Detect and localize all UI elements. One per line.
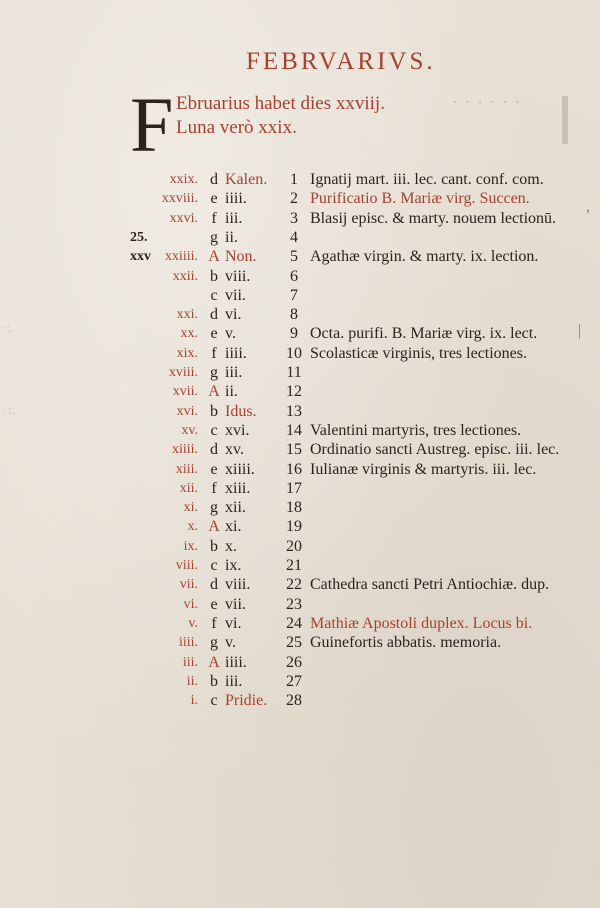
roman-date: xii. [225, 499, 246, 517]
epact-number: 25. [130, 229, 148, 245]
roman-date: vii. [225, 595, 246, 613]
feast-entry: Scolasticæ virginis, tres lectiones. [310, 344, 528, 362]
day-number: 19 [286, 518, 302, 536]
roman-date: ii. [225, 383, 238, 401]
dominical-letter: c [210, 286, 218, 304]
golden-number: xv. [181, 422, 198, 438]
dominical-letter: d [210, 441, 218, 459]
day-number: 16 [286, 460, 302, 478]
roman-date: v. [225, 634, 236, 652]
feast-entry: Valentini martyris, tres lectiones. [310, 421, 522, 439]
golden-number: xix. [176, 345, 198, 361]
golden-number: iii. [182, 654, 198, 670]
dominical-letter: g [210, 364, 218, 381]
calendar-row [0, 653, 600, 673]
roman-date: vii. [225, 286, 246, 304]
dominical-letter: c [210, 692, 218, 710]
month-title: FEBRVARIVS. [246, 48, 436, 75]
feast-entry: Ordinatio sancti Austreg. episc. iii. lec. [310, 441, 560, 459]
calendar-row [0, 209, 600, 229]
calendar-row [0, 286, 600, 306]
calendar-row [0, 691, 600, 711]
roman-date: Idus. [225, 402, 257, 420]
golden-number: xi. [183, 500, 198, 516]
golden-number: v. [188, 615, 198, 631]
day-number: 28 [286, 692, 302, 710]
roman-date: ix. [225, 557, 242, 574]
dominical-letter: A [208, 518, 220, 536]
margin-bleed: ·:. [2, 320, 14, 335]
roman-date: xiiii. [225, 460, 255, 478]
day-number: 17 [286, 479, 302, 497]
golden-number: i. [190, 693, 198, 709]
calendar-row [0, 421, 600, 441]
roman-date: xiii. [225, 479, 251, 497]
calendar-row [0, 267, 600, 287]
golden-number: xvii. [172, 384, 198, 400]
calendar-row [0, 614, 600, 634]
golden-number: ix. [183, 538, 198, 554]
roman-date: xi. [225, 518, 242, 536]
day-number: 1 [290, 171, 298, 188]
day-number: 5 [290, 248, 298, 266]
dominical-letter: c [210, 557, 218, 574]
golden-number: xxviii. [161, 191, 198, 207]
day-number: 21 [286, 557, 302, 574]
roman-date: iiii. [225, 653, 247, 671]
calendar-row [0, 498, 600, 518]
day-number: 20 [286, 537, 302, 555]
golden-number: xxii. [172, 268, 198, 284]
day-number: 25 [286, 634, 302, 652]
dominical-letter: c [210, 421, 218, 439]
day-number: 11 [286, 364, 302, 381]
dominical-letter: g [210, 228, 218, 246]
golden-number: xviii. [168, 365, 198, 380]
roman-date: viii. [225, 267, 251, 285]
margin-bleed: . :. [2, 402, 16, 417]
dominical-letter: b [210, 672, 218, 690]
dominical-letter: f [211, 344, 217, 362]
calendar-row [0, 382, 600, 402]
feast-entry: Agathæ virgin. & marty. ix. lection. [310, 248, 539, 266]
day-number: 9 [290, 325, 298, 343]
day-number: 13 [286, 402, 302, 420]
golden-number: xii. [179, 480, 198, 496]
margin-mark: , [586, 198, 590, 215]
dominical-letter: d [210, 576, 218, 594]
golden-number: xiiii. [171, 442, 198, 458]
dominical-letter: g [210, 499, 218, 517]
calendar-row [0, 440, 600, 460]
golden-number: vii. [179, 577, 198, 593]
calendar-row [0, 170, 600, 190]
dominical-letter: f [211, 209, 217, 227]
roman-date: Pridie. [225, 692, 268, 710]
day-number: 23 [286, 595, 302, 613]
bleed-through-mark [562, 96, 568, 144]
day-number: 8 [290, 306, 298, 324]
month-intro [176, 92, 385, 140]
golden-number: xxi. [176, 307, 198, 323]
golden-number: xxvi. [169, 210, 198, 226]
dominical-letter: g [210, 634, 218, 652]
roman-date: Kalen. [225, 171, 268, 188]
calendar-row [0, 633, 600, 653]
day-number: 24 [286, 614, 302, 632]
day-number: 3 [290, 209, 298, 227]
dominical-letter: A [208, 653, 220, 671]
day-number: 10 [286, 344, 302, 362]
calendar-row [0, 595, 600, 615]
day-number: 22 [286, 576, 302, 594]
roman-date: x. [225, 537, 237, 555]
dominical-letter: e [210, 325, 218, 343]
day-number: 15 [286, 441, 302, 459]
dominical-letter: b [210, 402, 218, 420]
golden-number: xvi. [176, 403, 198, 419]
roman-date: viii. [225, 576, 251, 594]
calendar-row [0, 517, 600, 537]
feast-entry: Iulianæ virginis & martyris. iii. lec. [310, 460, 537, 478]
calendar-row [0, 247, 600, 267]
roman-date: xv. [225, 441, 244, 459]
roman-date: Non. [225, 248, 257, 266]
feast-entry: Mathiæ Apostoli duplex. Locus bi. [310, 614, 533, 632]
feast-entry: Octa. purifi. B. Mariæ virg. ix. lect. [310, 325, 538, 343]
dominical-letter: b [210, 537, 218, 555]
roman-date: iiii. [225, 344, 247, 362]
day-number: 4 [290, 228, 298, 246]
feast-entry: Blasij episc. & marty. nouem lectionū. [310, 209, 557, 227]
dominical-letter: f [211, 479, 217, 497]
dominical-letter: e [210, 190, 218, 208]
roman-date: vi. [225, 614, 242, 632]
golden-number: iiii. [178, 635, 198, 651]
golden-number: xxix. [169, 172, 198, 187]
dominical-letter: A [208, 248, 220, 266]
bleed-through-text: · · · · · · [452, 92, 522, 112]
roman-date: ii. [225, 228, 238, 246]
golden-number: viii. [175, 558, 198, 573]
golden-number: xxiiii. [164, 249, 198, 265]
calendar-row [0, 479, 600, 499]
dominical-letter: A [208, 383, 220, 401]
day-number: 27 [286, 672, 302, 690]
margin-mark: | [578, 322, 582, 339]
dominical-letter: e [210, 460, 218, 478]
calendar-row [0, 556, 600, 576]
day-number: 26 [286, 653, 302, 671]
dominical-letter: d [210, 306, 218, 324]
day-number: 12 [286, 383, 302, 401]
calendar-row [0, 228, 600, 248]
dominical-letter: e [210, 595, 218, 613]
dominical-letter: d [210, 171, 218, 188]
roman-date: iii. [225, 209, 243, 227]
day-number: 2 [290, 190, 298, 208]
dominical-letter: b [210, 267, 218, 285]
calendar-row [0, 575, 600, 595]
golden-number: x. [187, 519, 198, 535]
calendar-row [0, 189, 600, 209]
golden-number: ii. [186, 673, 198, 689]
roman-date: iiii. [225, 190, 247, 208]
feast-entry: Purificatio B. Mariæ virg. Succen. [310, 190, 530, 208]
intro-line-days: Ebruarius habet dies xxviij. [176, 93, 385, 114]
drop-cap-initial: F [130, 81, 174, 168]
day-number: 6 [290, 267, 298, 285]
day-number: 18 [286, 499, 302, 517]
feast-entry: Cathedra sancti Petri Antiochiæ. dup. [310, 576, 550, 594]
calendar-row [0, 537, 600, 557]
golden-number: xx. [180, 326, 198, 342]
epact-number: xxv [130, 249, 151, 265]
day-number: 7 [290, 286, 298, 304]
golden-number: xiii. [175, 461, 198, 477]
roman-date: vi. [225, 306, 242, 324]
calendar-row [0, 344, 600, 364]
dominical-letter: f [211, 614, 217, 632]
calendar-row [0, 460, 600, 480]
roman-date: iii. [225, 672, 243, 690]
day-number: 14 [286, 421, 302, 439]
calendar-row [0, 402, 600, 422]
roman-date: v. [225, 325, 236, 343]
roman-date: xvi. [225, 421, 250, 439]
feast-entry: Ignatij mart. iii. lec. cant. conf. com. [310, 171, 544, 188]
calendar-row [0, 305, 600, 325]
calendar-row [0, 363, 600, 383]
calendar-row [0, 672, 600, 692]
golden-number: vi. [183, 596, 198, 612]
feast-entry: Guinefortis abbatis. memoria. [310, 634, 502, 652]
roman-date: iii. [225, 364, 243, 381]
calendar-row [0, 324, 600, 344]
intro-line-moon: Luna verò xxix. [176, 117, 297, 138]
